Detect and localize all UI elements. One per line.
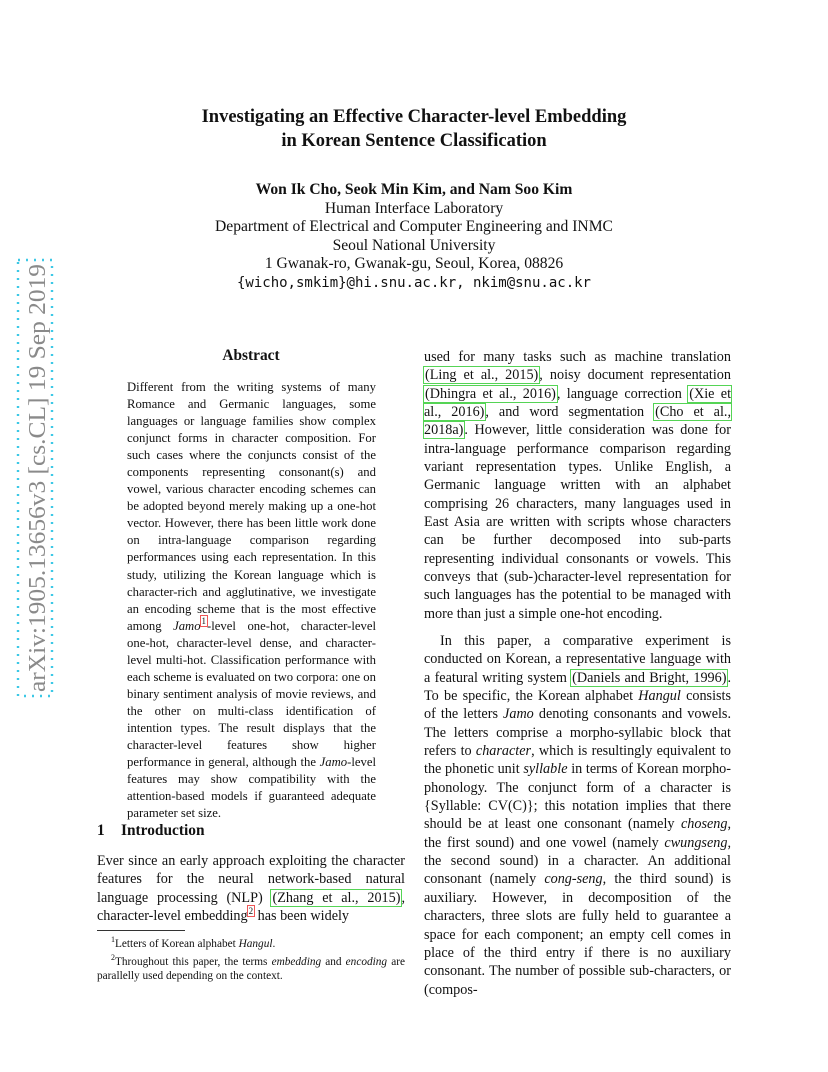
- footnote-2-text-3: are parallelly used depending on the context.: [97, 955, 405, 982]
- footnote-divider: [97, 930, 185, 931]
- citation-ling-2015[interactable]: (Ling et al., 2015): [425, 367, 539, 384]
- right-p2-text-5: , which is resultingly equivalent to the phonetic unit: [424, 743, 732, 778]
- citation-daniels-1996[interactable]: (Daniels and Bright, 1996): [572, 669, 727, 686]
- footnote-1: [97, 933, 405, 951]
- right-p2-text-4: denoting consonants and vowels. The letters comprise a morpho-syllabic block that refers to: [424, 706, 731, 760]
- footnote-2-italic-2: encoding: [345, 955, 388, 968]
- right-p2-italic-congseng: cong-seng: [544, 871, 603, 888]
- footnote-2-mark: 2: [111, 952, 115, 962]
- right-p1-text-5: . However, little consideration was done for intra-language performance comparison regarding variant representation types. Unlike English, a Germanic language written with an alphabet comprising 26 characters, many languages used in East Asia are written with scripts whose characters can be further decomposed into sub-parts representing individual consonants or vowels. This conveys that (sub-)character-level representation for such languages has the potential to be managed with more than just a simple one-hot encoding.: [424, 422, 731, 622]
- footnote-1-mark: 1: [111, 935, 115, 944]
- paper-title: [120, 105, 708, 153]
- intro-left-text-3: has been widely: [254, 908, 350, 925]
- footnote-2: [97, 951, 405, 983]
- intro-left-text-2: , character-level embedding: [97, 889, 406, 925]
- footnote-1-italic: Hangul: [238, 937, 273, 950]
- author-university: Seoul National University: [332, 236, 496, 254]
- abstract-text-1: Different from the writing systems of many Romance and Germanic languages, some languages or language families show complex conjunct forms in character composition. For such cases where the conjuncts consist of the components representing consonant(s) and vowel, various character encoding schemes can be adopted beyond merely making up a one-hot vector. However, there has been little work done on intra-language comparison regarding performances using each representation. In this study, utilizing the Korean language which is character-rich and agglutinative, we investigate an encoding scheme that is the most effective among: [127, 380, 376, 633]
- intro-left-paragraph: [97, 852, 405, 925]
- right-p1-text-2: , noisy document representation: [539, 367, 731, 384]
- author-department: Department of Electrical and Computer Engineering and INMC: [215, 218, 613, 236]
- intro-left-text-1: Ever since an early approach exploiting the character features for the neural network-based natural language processing (NLP): [97, 853, 405, 906]
- footnote-1-text: Letters of Korean alphabet: [115, 937, 239, 950]
- right-p2-text-7: , the first sound) and one vowel (namely: [424, 816, 731, 851]
- right-p2-italic-choseng: choseng: [680, 816, 728, 833]
- citation-zhang-2015[interactable]: (Zhang et al., 2015): [272, 889, 401, 906]
- abstract-heading: Abstract: [222, 347, 280, 364]
- section-number: 1: [97, 822, 105, 839]
- footnote-2-italic-1: embedding: [271, 955, 322, 968]
- section-title: Introduction: [121, 822, 205, 839]
- citation-xie-2016[interactable]: (Xie et al., 2016): [424, 385, 732, 421]
- right-p2-italic-character: character: [475, 743, 532, 760]
- footnote-ref-2[interactable]: 2: [248, 906, 254, 917]
- right-p1-text-1: used for many tasks such as machine translation: [424, 349, 731, 365]
- footnote-1-end: .: [272, 937, 276, 950]
- right-p2-text-9: , the third sound) is auxiliary. However, in decomposition of the characters, three slots are fully held to guarantee a space for each component; an empty cell comes in place of the third entry if there is no auxiliary consonant. The number of possible sub-characters, or (compos-: [424, 871, 731, 998]
- citation-dhingra-2016[interactable]: (Dhingra et al., 2016): [425, 385, 556, 402]
- abstract-text-2: -level one-hot, character-level one-hot, character-level dense, and character-level multi-hot. Classification performance with each scheme is evaluated on two corpora: one on binary sentiment analysis of movie reviews, and the other on multi-class identification of intention types. The result displays that the character-level features show higher performance in general, although the: [127, 618, 376, 770]
- author-emails[interactable]: {wicho,smkim}@hi.snu.ac.kr, nkim@snu.ac.kr: [236, 274, 591, 291]
- right-p2-text-2: . To be specific, the Korean alphabet: [424, 669, 732, 705]
- author-block: [120, 181, 708, 293]
- citation-cho-2018a[interactable]: (Cho et al., 2018a): [424, 404, 732, 439]
- abstract-text-3: -level features may show compatibility with the attention-based models if guaranteed adequate parameter set size.: [127, 755, 376, 821]
- section-heading-introduction: [97, 822, 205, 840]
- title-line-2: in Korean Sentence Classification: [281, 131, 547, 151]
- right-p1-text-3: , language correction: [556, 385, 689, 402]
- abstract-jamo: Jamo: [173, 618, 201, 633]
- footnote-2-text-2: and: [321, 955, 346, 968]
- right-p2-italic-jamo: Jamo: [503, 706, 534, 723]
- right-p2-italic-syllable: syllable: [523, 761, 568, 778]
- abstract-body: [127, 379, 376, 822]
- right-p2-italic-cwungseng: cwungseng: [664, 834, 728, 851]
- author-names: Won Ik Cho, Seok Min Kim, and Nam Soo Kim: [255, 181, 573, 198]
- author-lab: Human Interface Laboratory: [324, 199, 504, 217]
- abstract-jamo-2: Jamo: [319, 755, 348, 770]
- arxiv-stamp[interactable]: [16, 258, 54, 698]
- author-address: 1 Gwanak-ro, Gwanak-gu, Seoul, Korea, 08826: [264, 255, 564, 273]
- right-p2-italic-hangul: Hangul: [638, 688, 681, 705]
- right-p2-text-1: In this paper, a comparative experiment is conducted on Korean, a representative language with a featural writing system: [424, 633, 731, 686]
- intro-right-paragraph-1: [424, 348, 731, 623]
- footnote-ref-1[interactable]: 1: [201, 616, 207, 627]
- right-p2-text-8: , the second sound) in a character. An additional consonant (namely: [424, 834, 731, 888]
- right-p2-text-3: consists of the letters: [424, 688, 731, 723]
- footnote-2-text-1: Throughout this paper, the terms: [115, 955, 272, 968]
- right-p2-text-6: in terms of Korean morpho-phonology. The conjunct form of a character is {Syllable: CV(C)}; this notation implies that there should be at least one consonant (namely: [424, 761, 731, 833]
- footnotes: [97, 933, 405, 983]
- arxiv-id: arXiv:1905.13656v3 [cs.CL] 19 Sep 2019: [24, 279, 51, 692]
- title-line-1: Investigating an Effective Character-level Embedding: [201, 107, 627, 127]
- right-p1-text-4: , and word segmentation: [485, 404, 655, 421]
- intro-right-paragraph-2: [424, 632, 731, 999]
